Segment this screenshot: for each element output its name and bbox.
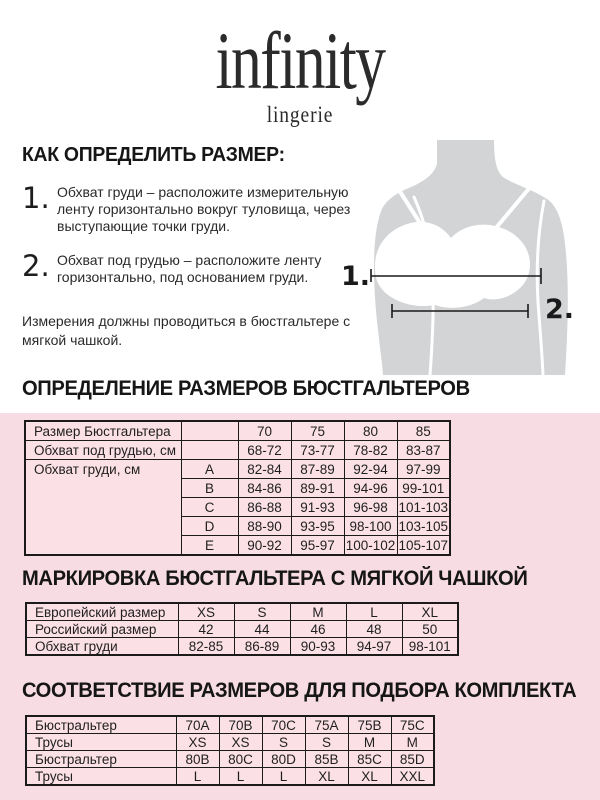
row-label-cell: Обхват под грудью, см [25,441,181,460]
value-cell: S [262,734,305,751]
value-cell [181,421,238,441]
value-cell: 92-94 [344,460,397,479]
table-row [26,734,434,751]
row-label-cell: Размер Бюстгальтера [25,421,181,441]
set-matching-table [25,715,435,786]
step-2-number: 2. [22,249,50,284]
table-row [25,460,450,479]
value-cell: 70B [219,716,262,734]
value-cell: 75B [348,716,391,734]
value-cell: 93-95 [291,517,344,536]
table-row [26,751,434,768]
value-cell: 100-102 [344,536,397,556]
value-cell: D [181,517,238,536]
value-cell: 94-97 [346,638,402,656]
row-label-cell: Трусы [26,768,176,786]
section-heading-set-matching: СООТВЕТСТВИЕ РАЗМЕРОВ ДЛЯ ПОДБОРА КОМПЛЕКТА [22,679,577,702]
value-cell: 75A [305,716,348,734]
value-cell: 88-90 [238,517,291,536]
value-cell: 68-72 [238,441,291,460]
value-cell: M [391,734,434,751]
how-to-heading: КАК ОПРЕДЕЛИТЬ РАЗМЕР: [22,144,285,166]
section-heading-soft-cup-marking: МАРКИРОВКА БЮСТГАЛЬТЕРА С МЯГКОЙ ЧАШКОЙ [22,567,528,590]
value-cell: 90-92 [238,536,291,556]
value-cell: 73-77 [291,441,344,460]
value-cell: B [181,479,238,498]
value-cell: 95-97 [291,536,344,556]
value-cell: 75C [391,716,434,734]
value-cell: 85B [305,751,348,768]
brand-subtitle: lingerie [266,102,334,127]
value-cell: 86-88 [238,498,291,517]
value-cell: 70C [262,716,305,734]
value-cell: XL [348,768,391,786]
step-1-text: Обхват груди – расположите измерительную ленту горизонтально вокруг туловища, через выступающие точки груди. [57,184,351,235]
table-row [26,768,434,786]
value-cell: 94-96 [344,479,397,498]
value-cell: 80 [344,421,397,441]
brand-name: infinity [215,15,385,106]
torso-illustration [335,140,600,375]
measure-step-2 [22,249,358,286]
value-cell: 50 [402,621,458,638]
table-row [25,441,450,460]
value-cell: A [181,460,238,479]
value-cell: 82-84 [238,460,291,479]
value-cell: 78-82 [344,441,397,460]
value-cell: 101-103 [398,499,449,515]
value-cell: E [181,536,238,556]
value-cell: 42 [178,621,234,638]
value-cell: S [305,734,348,751]
measure-step-1 [22,181,358,235]
table-row [25,421,450,441]
row-label-cell: Обхват груди [26,638,178,656]
value-cell: 80B [176,751,219,768]
row-label-cell: Европейский размер [26,603,178,621]
value-cell: 98-100 [344,517,397,536]
value-cell: 89-91 [291,479,344,498]
row-label-cell: Российский размер [26,621,178,638]
value-cell: 80C [219,751,262,768]
value-cell: XL [305,768,348,786]
value-cell: 48 [346,621,402,638]
value-cell: 83-87 [397,441,450,460]
value-cell: 46 [290,621,346,638]
value-cell: 91-93 [291,498,344,517]
row-label-cell: Бюстральтер [26,716,176,734]
value-cell: 103-105 [398,518,449,534]
value-cell: S [234,603,290,621]
table-row [26,603,458,621]
value-cell: 70 [238,421,291,441]
table-row [26,621,458,638]
value-cell: L [176,768,219,786]
table-row [26,716,434,734]
value-cell: 99-101 [397,479,450,498]
value-cell: 75 [291,421,344,441]
value-cell: XS [219,734,262,751]
value-cell: 85C [348,751,391,768]
value-cell: 97-99 [397,460,450,479]
value-cell: 85D [391,751,434,768]
measurement-diagram [335,140,600,375]
value-cell: L [346,603,402,621]
value-cell: 87-89 [291,460,344,479]
measurement-note: Измерения должны проводиться в бюстгальтере с мягкой чашкой. [22,313,351,348]
value-cell [181,441,238,460]
section-heading-bra-sizes: ОПРЕДЕЛЕНИЕ РАЗМЕРОВ БЮСТГАЛЬТЕРОВ [22,377,470,400]
row-label-cell: Бюстральтер [26,751,176,768]
value-cell: L [219,768,262,786]
table-row [26,638,458,656]
value-cell: 44 [234,621,290,638]
value-cell: 105-107 [397,536,450,556]
step-2-text: Обхват под грудью – расположите ленту горизонтально, под основанием груди. [57,252,322,286]
soft-cup-marking-table [25,602,459,656]
diagram-label-1: 1. [341,261,371,292]
value-cell: M [290,603,346,621]
diagram-label-2: 2. [545,294,575,325]
value-cell: 86-89 [234,638,290,656]
value-cell: 80D [262,751,305,768]
value-cell: L [262,768,305,786]
brand-logo [0,15,600,128]
value-cell: 84-86 [238,479,291,498]
value-cell: XS [176,734,219,751]
value-cell: XS [178,603,234,621]
bra-size-table [24,420,451,556]
value-cell: XL [402,603,458,621]
value-cell: C [181,498,238,517]
value-cell: 96-98 [344,498,397,517]
step-1-number: 1. [22,181,50,215]
value-cell: 70A [176,716,219,734]
value-cell: XXL [391,768,434,786]
row-label-cell: Обхват груди, см [25,460,181,556]
value-cell: 90-93 [290,638,346,656]
value-cell: 85 [397,421,450,441]
row-label-cell: Трусы [26,734,176,751]
value-cell: 82-85 [178,638,234,656]
value-cell: 98-101 [402,638,458,656]
how-to-measure-block [22,144,358,349]
value-cell: M [348,734,391,751]
